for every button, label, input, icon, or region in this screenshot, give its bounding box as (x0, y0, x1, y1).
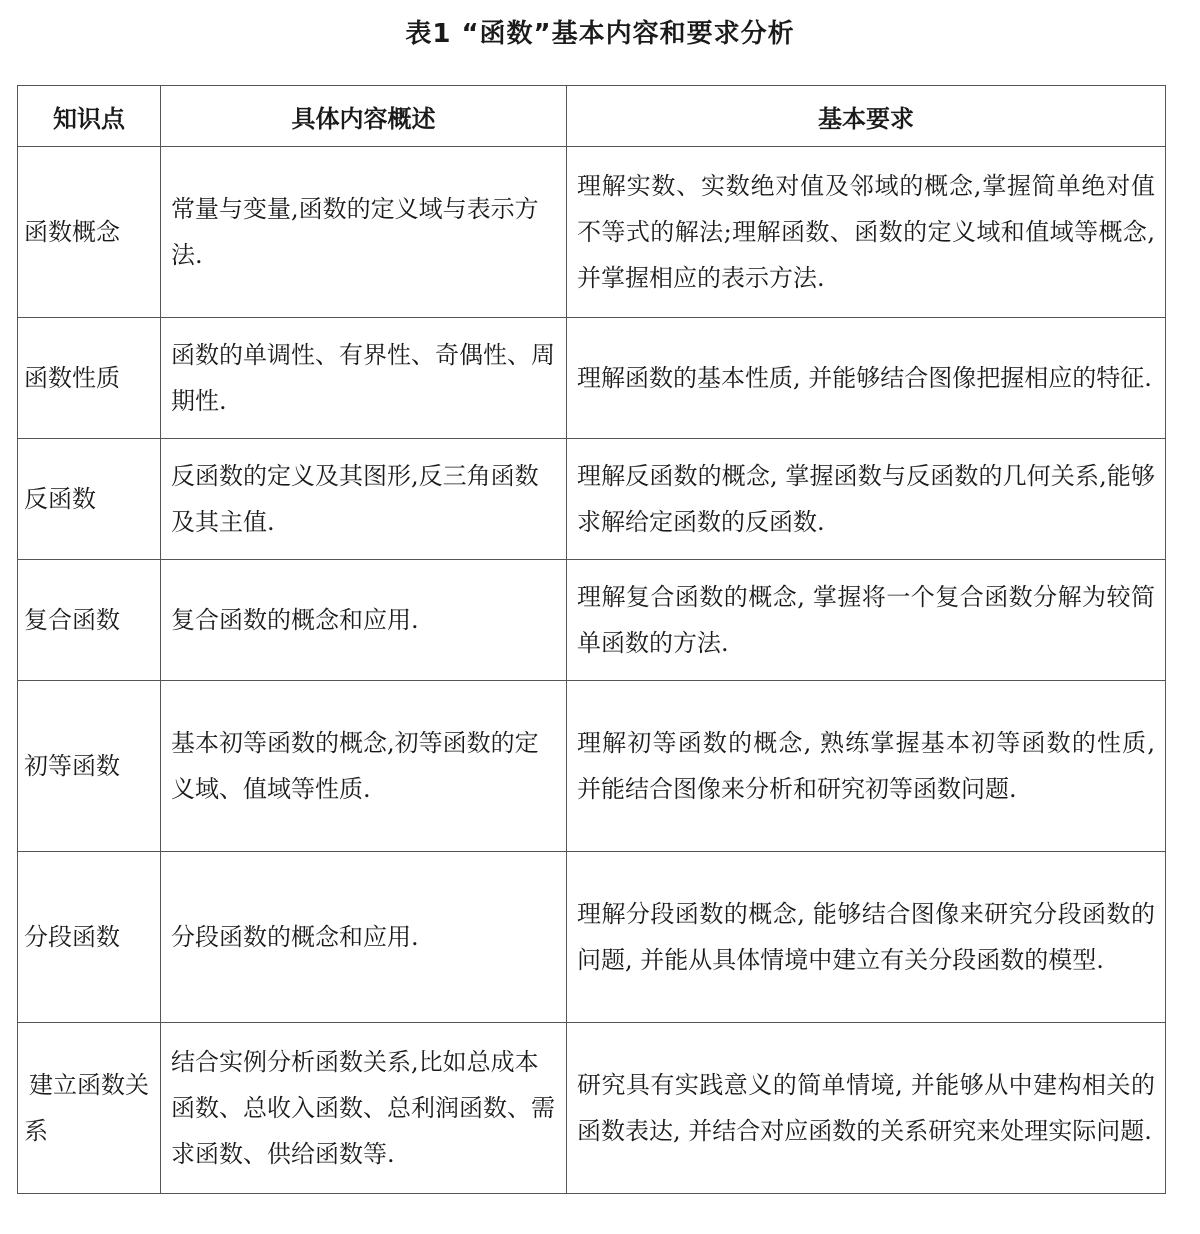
row-topic: 函数性质 (18, 318, 161, 439)
table-row (18, 560, 1166, 681)
row-topic: 建立函数关系 (18, 1023, 161, 1194)
row-topic: 初等函数 (18, 681, 161, 852)
table-row (18, 439, 1166, 560)
row-content: 复合函数的概念和应用. (161, 560, 567, 681)
row-content: 分段函数的概念和应用. (161, 852, 567, 1023)
row-content: 基本初等函数的概念,初等函数的定义域、值域等性质. (161, 681, 567, 852)
row-requirement: 理解复合函数的概念, 掌握将一个复合函数分解为较简单函数的方法. (567, 560, 1166, 681)
row-requirement: 理解函数的基本性质, 并能够结合图像把握相应的特征. (567, 318, 1166, 439)
table-caption: 表1 “函数”基本内容和要求分析 (405, 19, 795, 49)
header-topic: 知识点 (18, 86, 161, 147)
row-content: 反函数的定义及其图形,反三角函数及其主值. (161, 439, 567, 560)
row-content: 常量与变量,函数的定义域与表示方法. (161, 147, 567, 318)
row-requirement: 研究具有实践意义的简单情境, 并能够从中建构相关的函数表达, 并结合对应函数的关系研究来处理实际问题. (567, 1023, 1166, 1194)
function-content-table (17, 85, 1166, 1194)
row-requirement: 理解实数、实数绝对值及邻域的概念,掌握简单绝对值不等式的解法;理解函数、函数的定义域和值域等概念,并掌握相应的表示方法. (567, 147, 1166, 318)
row-requirement: 理解初等函数的概念, 熟练掌握基本初等函数的性质, 并能结合图像来分析和研究初等函数问题. (567, 681, 1166, 852)
row-topic: 函数概念 (18, 147, 161, 318)
row-content: 函数的单调性、有界性、奇偶性、周期性. (161, 318, 567, 439)
table-row (18, 852, 1166, 1023)
table-row (18, 1023, 1166, 1194)
row-topic: 分段函数 (18, 852, 161, 1023)
header-requirement: 基本要求 (567, 86, 1166, 147)
row-topic: 反函数 (18, 439, 161, 560)
row-content: 结合实例分析函数关系,比如总成本函数、总收入函数、总利润函数、需求函数、供给函数等. (161, 1023, 567, 1194)
row-topic: 复合函数 (18, 560, 161, 681)
table-row (18, 147, 1166, 318)
row-requirement: 理解反函数的概念, 掌握函数与反函数的几何关系,能够求解给定函数的反函数. (567, 439, 1166, 560)
table-row (18, 318, 1166, 439)
table-header-row (18, 86, 1166, 147)
header-content: 具体内容概述 (161, 86, 567, 147)
table-row (18, 681, 1166, 852)
row-requirement: 理解分段函数的概念, 能够结合图像来研究分段函数的问题, 并能从具体情境中建立有关分段函数的模型. (567, 852, 1166, 1023)
